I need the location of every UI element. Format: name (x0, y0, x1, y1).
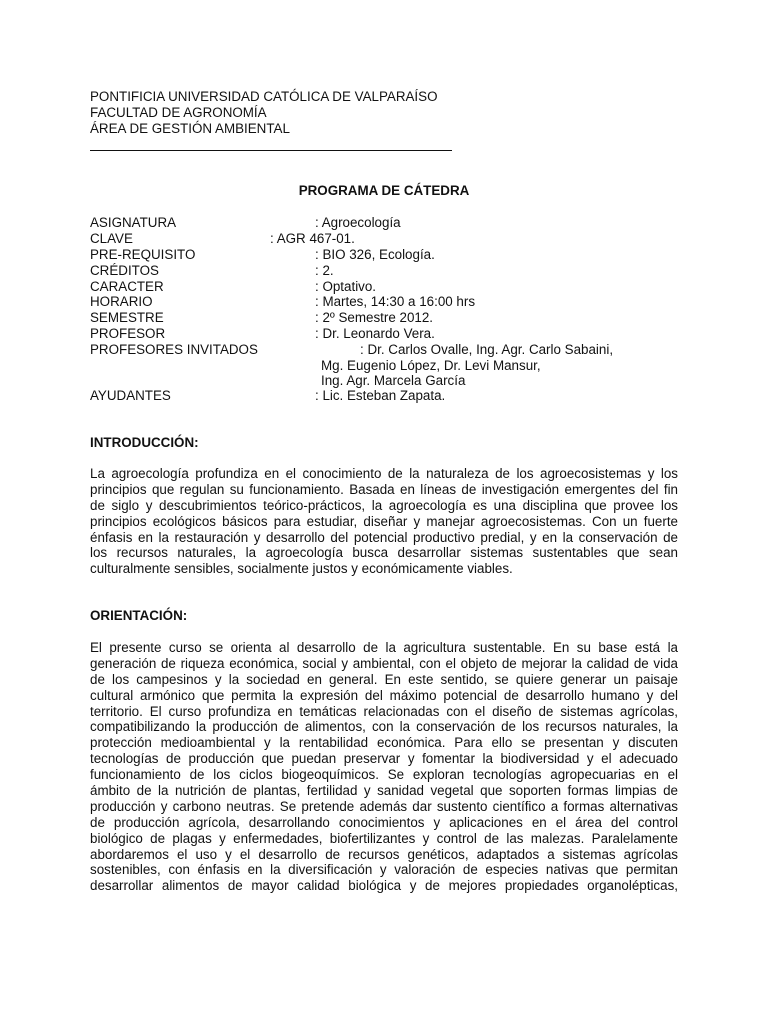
ayudantes-value: : Lic. Esteban Zapata. (315, 388, 446, 403)
paragraph-line: El presente curso se orienta al desarrollo de la agricultura sustentable. En su base está la (90, 640, 678, 655)
creditos-value: : 2. (315, 263, 334, 278)
faculty-name: FACULTAD DE AGRONOMÍA (90, 105, 267, 120)
caracter-label: CARACTER (90, 279, 164, 294)
semestre-value: : 2º Semestre 2012. (315, 310, 434, 325)
profesores-invitados-label: PROFESORES INVITADOS (90, 342, 258, 357)
horario-value: : Martes, 14:30 a 16:00 hrs (315, 294, 476, 309)
semestre-label: SEMESTRE (90, 310, 164, 325)
paragraph-line: principios que regulan su funcionamiento. Basada en líneas de investigación emergentes del fin (90, 481, 678, 497)
paragraph-line: biológico de plagas y enfermedades, biofertilizantes y control de las malezas. Paralelamente (90, 830, 678, 846)
document-title: PROGRAMA DE CÁTEDRA (298, 183, 470, 198)
paragraph-line: La agroecología profundiza en el conocimiento de la naturaleza de los agroecosistemas y los (90, 466, 678, 481)
paragraph-line: compatibilizando la producción de alimentos, con la conservación de los recursos naturales, la (90, 719, 678, 735)
ayudantes-label: AYUDANTES (90, 388, 171, 403)
orientacion-paragraph (90, 640, 678, 894)
orientacion-heading: ORIENTACIÓN: (90, 608, 188, 623)
paragraph-line: principios ecológicos básicos para estudiar, diseñar y manejar agroecosistemas. Con un fuerte (90, 513, 678, 529)
paragraph-line: producción y carbono neutras. Se pretende además dar sustento científico a formas alternativas (90, 798, 678, 814)
university-name: PONTIFICIA UNIVERSIDAD CATÓLICA DE VALPARAÍSO (90, 89, 438, 104)
paragraph-line: énfasis en la restauración y desarrollo del potencial productivo predial, y en la conservación de (90, 529, 678, 545)
profesor-label: PROFESOR (90, 326, 166, 341)
paragraph-line: protección medioambiental y la rentabilidad económica. Para ello se presentan y discuten (90, 735, 678, 751)
horario-label: HORARIO (90, 294, 153, 309)
paragraph-line: cultural armónico que permita la expresión del máximo potencial de desarrollo humano y del (90, 687, 678, 703)
profesores-invitados-value-3: Ing. Agr. Marcela García (321, 373, 466, 388)
caracter-value: : Optativo. (315, 279, 377, 294)
paragraph-line: territorio. El curso profundiza en temáticas relacionadas con el diseño de sistemas agrícolas, (90, 703, 678, 719)
paragraph-line: de los campesinos y la sociedad en general. En este sentido, se quiere generar un paisaje (90, 671, 678, 687)
clave-label: CLAVE (90, 231, 133, 246)
creditos-label: CRÉDITOS (90, 263, 159, 278)
prerequisito-value: : BIO 326, Ecología. (315, 247, 435, 262)
paragraph-line: ámbito de la nutrición de plantas, fertilidad y sanidad vegetal que soporten formas limpias de (90, 783, 678, 799)
paragraph-line: sostenibles, con énfasis en la diversificación y valoración de especies nativas que permitan (90, 862, 678, 878)
paragraph-line: funcionamiento de los ciclos biogeoquímicos. Se exploran tecnologías agropecuarias en el (90, 767, 678, 783)
paragraph-line: culturalmente sensibles, socialmente justos y económicamente viables. (90, 561, 513, 577)
paragraph-line: de siglo y descubrimientos teórico-prácticos, la agroecología es una disciplina que provee los (90, 497, 678, 513)
clave-value: : AGR 467-01. (270, 231, 355, 246)
paragraph-line: tecnologías de producción que puedan preservar y fomentar la biodiversidad y el adecuado (90, 751, 678, 767)
asignatura-value: : Agroecología (315, 215, 401, 230)
profesores-invitados-value-1: : Dr. Carlos Ovalle, Ing. Agr. Carlo Sabaini, (360, 342, 614, 357)
paragraph-line: de producción agrícola, desarrollando conocimientos y aplicaciones en el área del control (90, 814, 678, 830)
introduccion-paragraph (90, 466, 678, 577)
introduccion-heading: INTRODUCCIÓN: (90, 435, 199, 450)
area-name: ÁREA DE GESTIÓN AMBIENTAL (90, 121, 290, 136)
paragraph-line: los recursos naturales, la agroecología busca desarrollar sistemas sustentables que sean (90, 545, 678, 561)
prerequisito-label: PRE-REQUISITO (90, 247, 196, 262)
paragraph-line: abordaremos el uso y el desarrollo de recursos genéticos, adaptados a sistemas agrícolas (90, 846, 678, 862)
asignatura-label: ASIGNATURA (90, 215, 177, 230)
header-divider (90, 150, 452, 151)
paragraph-line: generación de riqueza económica, social y ambiental, con el objeto de mejorar la calidad de vida (90, 655, 678, 671)
profesores-invitados-value-2: Mg. Eugenio López, Dr. Levi Mansur, (321, 358, 541, 373)
profesor-value: : Dr. Leonardo Vera. (315, 326, 435, 341)
paragraph-line: desarrollar alimentos de mayor calidad biológica y de mejores propiedades organolépticas, (90, 878, 678, 894)
